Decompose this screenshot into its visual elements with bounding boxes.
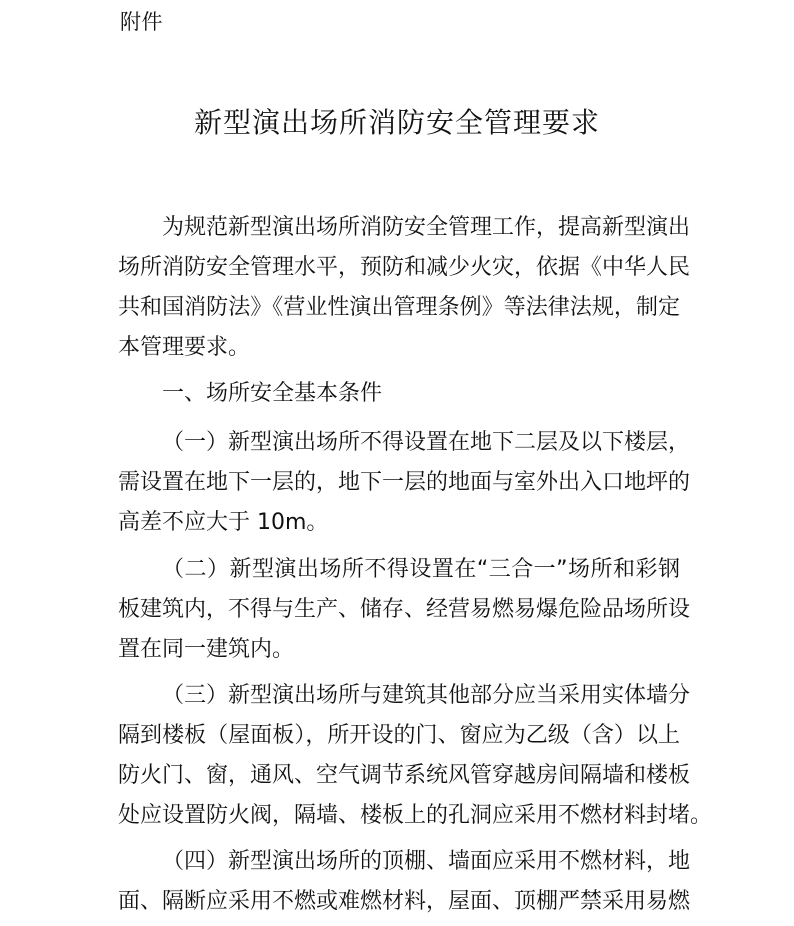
intro-paragraph <box>118 208 691 368</box>
paragraph-line: （三）新型演出场所与建筑其他部分应当采用实体墙分 <box>162 683 691 708</box>
paragraph-line: 面、隔断应采用不燃或难燃材料，屋面、顶棚严禁采用易燃 <box>118 889 691 914</box>
item-3-paragraph <box>118 676 713 836</box>
item-2-paragraph <box>118 550 691 670</box>
item-1-paragraph <box>118 423 691 543</box>
paragraph-line: 处应设置防火阀，隔墙、楼板上的孔洞应采用不燃材料封堵。 <box>118 803 713 828</box>
item-4-paragraph <box>118 842 691 922</box>
paragraph-line: 场所消防安全管理水平，预防和减少火灾，依据《中华人民 <box>118 255 691 280</box>
paragraph-line: 共和国消防法》《营业性演出管理条例》等法律法规，制定 <box>118 295 680 320</box>
paragraph-line: 置在同一建筑内。 <box>118 637 295 662</box>
paragraph-line: 防火门、窗，通风、空气调节系统风管穿越房间隔墙和楼板 <box>118 763 691 788</box>
paragraph-line: 板建筑内，不得与生产、储存、经营易燃易爆危险品场所设 <box>118 597 691 622</box>
paragraph-line: 为规范新型演出场所消防安全管理工作，提高新型演出 <box>162 215 691 240</box>
document-title: 新型演出场所消防安全管理要求 <box>193 106 600 139</box>
section-heading: 一、场所安全基本条件 <box>162 381 383 406</box>
paragraph-line: （四）新型演出场所的顶棚、墙面应采用不燃材料，地 <box>162 849 691 874</box>
paragraph-line: 本管理要求。 <box>118 335 251 360</box>
paragraph-line: 需设置在地下一层的，地下一层的地面与室外出入口地坪的 <box>118 470 691 495</box>
paragraph-line: 高差不应大于 10m。 <box>118 510 329 535</box>
paragraph-line: 隔到楼板（屋面板），所开设的门、窗应为乙级（含）以上 <box>118 723 680 748</box>
attachment-label: 附件 <box>120 10 163 34</box>
paragraph-line: （二）新型演出场所不得设置在“三合一”场所和彩钢 <box>162 557 680 582</box>
paragraph-line: （一）新型演出场所不得设置在地下二层及以下楼层， <box>162 430 691 455</box>
